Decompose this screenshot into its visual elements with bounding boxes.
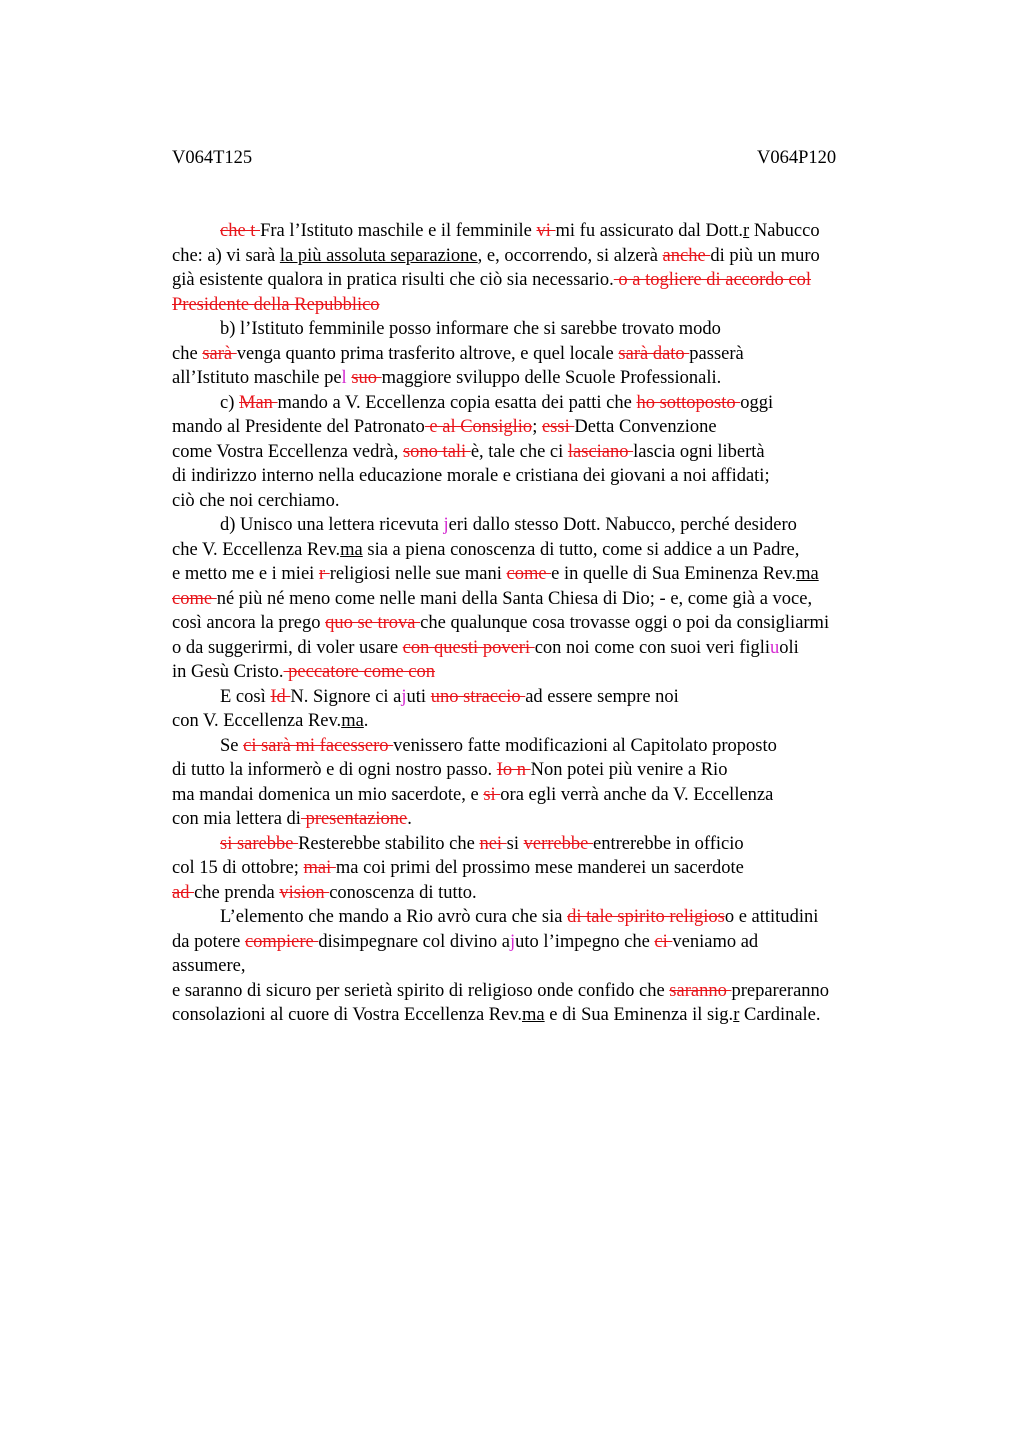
text-run: di indirizzo interno nella educazione morale e cristiana dei giovani a noi affidati;	[172, 466, 770, 486]
deleted-text: essi	[541, 417, 575, 437]
text-run: uto l’impegno che	[515, 931, 655, 952]
inserted-letter: j	[401, 686, 407, 707]
text-line	[172, 1003, 932, 1028]
text-line	[172, 979, 932, 1004]
text-line	[172, 464, 932, 489]
text-run: con mia lettera di	[172, 809, 301, 829]
text-run: e in quelle di Sua Eminenza Rev.	[551, 564, 797, 584]
text-run: .	[363, 711, 369, 731]
text-run: lascia ogni libertà	[633, 441, 765, 462]
text-line	[172, 709, 932, 734]
underlined-text: ma	[522, 1005, 545, 1025]
text-run: e metto me e i miei	[172, 564, 319, 584]
text-run: Resterebbe stabilito che	[298, 833, 480, 854]
underlined-text: r	[733, 1005, 740, 1025]
text-run: Fra l’Istituto maschile e il femminile	[260, 221, 537, 241]
text-run: come Vostra Eccellenza vedrà,	[172, 441, 403, 462]
text-line	[172, 293, 932, 318]
text-line	[172, 758, 932, 783]
text-line	[172, 807, 932, 832]
text-run: conoscenza di tutto.	[329, 882, 477, 903]
text-run: e saranno di sicuro per serietà spirito di religioso onde confido che	[172, 980, 670, 1001]
text-run: ;	[532, 417, 542, 437]
text-run: oli	[779, 637, 799, 658]
deleted-text: vi	[536, 221, 556, 241]
text-line	[172, 244, 932, 269]
text-run: ciò che noi cerchiamo.	[172, 490, 340, 511]
text-run: d) Unisco una lettera ricevuta	[220, 515, 444, 535]
text-run: N. Signore ci a	[290, 686, 402, 707]
deleted-text: peccatore come con	[283, 662, 436, 682]
deleted-text: saranno	[669, 980, 732, 1001]
text-run: che prenda	[194, 882, 280, 903]
text-line	[172, 587, 932, 612]
text-run: che V. Eccellenza Rev.	[172, 539, 341, 560]
header-right-code: V064P120	[757, 148, 837, 168]
text-line	[172, 856, 932, 881]
inserted-letter: j	[510, 931, 516, 952]
deleted-text: mai	[303, 858, 336, 878]
text-line	[172, 415, 932, 440]
deleted-text: di tale spirito religios	[567, 907, 725, 927]
text-run: e di Sua Eminenza il sig.	[544, 1005, 734, 1025]
deleted-text: verrebbe	[523, 833, 593, 854]
underlined-text: la più assoluta separazione	[279, 245, 478, 266]
text-run: consolazioni al cuore di Vostra Eccellenza Rev.	[172, 1005, 523, 1025]
deleted-text: compiere	[244, 931, 319, 952]
deleted-text: uno straccio	[430, 686, 526, 707]
text-run: veniamo ad	[672, 931, 759, 952]
text-line	[172, 905, 932, 930]
text-line	[172, 783, 932, 808]
deleted-text: quo se trova	[325, 613, 421, 633]
text-run: con noi come con suoi veri figli	[534, 637, 771, 658]
text-line	[172, 219, 932, 244]
text-run: di tutto la informerò e di ogni nostro passo.	[172, 760, 497, 780]
text-line	[172, 660, 932, 685]
text-run: L’elemento che mando a Rio avrò cura che sia	[220, 907, 568, 927]
text-run: mi fu assicurato dal Dott.	[555, 221, 744, 241]
inserted-letter: u	[770, 637, 780, 658]
text-line	[172, 954, 932, 979]
text-run: Cardinale.	[739, 1005, 821, 1025]
underlined-text: ma	[341, 711, 364, 731]
text-line	[172, 734, 932, 759]
text-run: eri dallo stesso Dott. Nabucco, perché desidero	[448, 515, 797, 535]
text-run: ma coi primi del prossimo mese manderei un sacerdote	[335, 858, 744, 878]
deleted-text: si sarebbe	[220, 833, 299, 854]
text-run: mando a V. Eccellenza copia esatta dei patti che	[277, 392, 637, 413]
deleted-text: vision	[279, 882, 330, 903]
text-line	[172, 513, 932, 538]
text-line	[172, 317, 932, 342]
text-run: da potere	[172, 931, 245, 952]
deleted-text: con questi poveri	[402, 637, 535, 658]
text-run: è, tale che ci	[470, 441, 568, 462]
text-run: venissero fatte modificazioni al Capitolato proposto	[393, 735, 777, 756]
text-run: né più né meno come nelle mani della Santa Chiesa di Dio; - e, come già a voce,	[216, 588, 813, 609]
deleted-text: suo	[351, 368, 382, 388]
text-line	[172, 930, 932, 955]
text-run: religiosi nelle sue mani	[329, 564, 507, 584]
text-run: assumere,	[172, 956, 246, 976]
text-run: Non potei più venire a Rio	[530, 760, 728, 780]
text-run: o da suggerirmi, di voler usare	[172, 637, 403, 658]
text-run: sia a piena conoscenza di tutto, come si addice a un Padre,	[362, 539, 800, 560]
text-run: o e attitudini	[724, 907, 819, 927]
text-line	[172, 538, 932, 563]
text-run: che qualunque cosa trovasse oggi o poi da consigliarmi	[420, 613, 830, 633]
underlined-text: ma	[340, 539, 363, 560]
text-run: col 15 di ottobre;	[172, 858, 304, 878]
text-line	[172, 366, 932, 391]
deleted-text: anche	[662, 245, 711, 266]
deleted-text: o a togliere di accordo col	[613, 270, 812, 290]
text-line	[172, 832, 932, 857]
text-run: entrerebbe in officio	[592, 833, 744, 854]
text-run: si	[506, 833, 524, 854]
deleted-text: nei	[479, 833, 507, 854]
deleted-text: come	[172, 588, 217, 609]
deleted-text: come	[506, 564, 552, 584]
text-run: b) l’Istituto femminile posso informare che si sarebbe trovato modo	[220, 319, 721, 339]
text-run: uti	[406, 686, 431, 707]
text-run: con V. Eccellenza Rev.	[172, 711, 342, 731]
deleted-text: sono tali	[402, 441, 471, 462]
inserted-letter: j	[443, 515, 449, 535]
deleted-text: ci	[654, 931, 673, 952]
text-run: all’Istituto maschile pe	[172, 368, 342, 388]
deleted-text: Id	[270, 686, 291, 707]
text-run: in Gesù Cristo.	[172, 662, 284, 682]
deleted-text: Man	[239, 392, 278, 413]
text-run: maggiore sviluppo delle Scuole Professionali.	[381, 368, 722, 388]
text-run: ad essere sempre noi	[525, 686, 679, 707]
text-run: venga quanto prima trasferito altrove, e quel locale	[236, 343, 619, 364]
text-run: disimpegnare col divino a	[318, 931, 511, 952]
text-run: , e, occorrendo, si alzerà	[477, 245, 663, 266]
deleted-text: sarà	[202, 343, 237, 364]
text-run: passerà	[689, 343, 744, 364]
text-run: Nabucco	[749, 221, 820, 241]
deleted-text: Presidente della Repubblico	[172, 294, 380, 315]
deleted-text: sarà dato	[618, 343, 690, 364]
header-left-code: V064T125	[172, 148, 253, 168]
text-run: c)	[220, 392, 239, 413]
text-run: Se	[220, 735, 244, 756]
text-run: oggi	[740, 392, 774, 413]
text-run: che: a) vi sarà	[172, 245, 280, 266]
deleted-text: lasciano	[567, 441, 634, 462]
deleted-text: che t	[220, 221, 261, 241]
text-line	[172, 881, 932, 906]
text-run: già esistente qualora in pratica risulti che ciò sia necessario.	[172, 270, 614, 290]
text-line	[172, 489, 932, 514]
deleted-text: ad	[172, 882, 195, 903]
text-line	[172, 611, 932, 636]
deleted-text: Io n	[496, 760, 531, 780]
text-run: ora egli verrà anche da V. Eccellenza	[500, 784, 774, 805]
deleted-text: ci sarà mi facessero	[243, 735, 394, 756]
text-run: di più un muro	[710, 245, 820, 266]
deleted-text: si	[483, 784, 501, 805]
text-line	[172, 685, 932, 710]
text-run: mando al Presidente del Patronato	[172, 417, 425, 437]
text-run: Detta Convenzione	[574, 417, 717, 437]
text-line	[172, 440, 932, 465]
text-run: ma mandai domenica un mio sacerdote, e	[172, 784, 484, 805]
text-line	[172, 636, 932, 661]
text-line	[172, 342, 932, 367]
text-line	[172, 562, 932, 587]
text-run: E così	[220, 686, 271, 707]
deleted-text: ho sottoposto	[636, 392, 741, 413]
inserted-letter: l	[341, 368, 347, 388]
text-line	[172, 391, 932, 416]
text-run: .	[407, 809, 412, 829]
text-line	[172, 268, 932, 293]
document-body	[172, 219, 932, 1028]
text-run: così ancora la prego	[172, 613, 326, 633]
deleted-text: e al Consiglio	[424, 417, 533, 437]
deleted-text: presentazione	[300, 809, 408, 829]
underlined-text: ma	[796, 564, 819, 584]
underlined-text: r	[743, 221, 750, 241]
text-run: che	[172, 343, 203, 364]
text-run: prepareranno	[731, 980, 830, 1001]
deleted-text: r	[318, 564, 330, 584]
